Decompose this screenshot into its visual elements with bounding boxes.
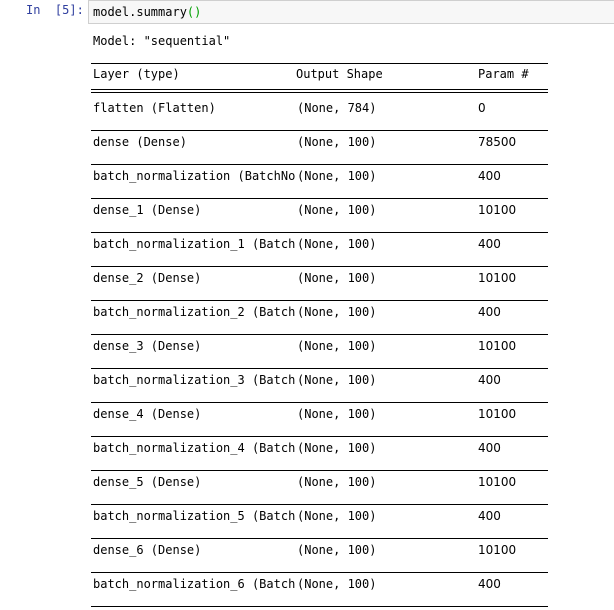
table-row xyxy=(93,169,548,185)
header-output-shape: Output Shape xyxy=(296,67,383,81)
layer-name: batch_normalization_6 (Batch xyxy=(93,577,296,591)
layer-name: dense_2 (Dense) xyxy=(93,271,202,285)
param-count: 400 xyxy=(478,509,501,523)
output-shape: (None, 100) xyxy=(297,135,377,149)
param-count: 10100 xyxy=(478,271,517,285)
row-divider xyxy=(91,538,548,539)
output-shape: (None, 100) xyxy=(297,271,377,285)
param-count: 10100 xyxy=(478,543,517,557)
row-divider xyxy=(91,334,548,335)
table-row xyxy=(93,305,548,321)
row-divider xyxy=(91,470,548,471)
code-line[interactable] xyxy=(93,5,201,19)
row-divider xyxy=(91,504,548,505)
table-row xyxy=(93,543,548,559)
input-prompt: In [5]: xyxy=(26,3,84,17)
output-shape: (None, 100) xyxy=(297,509,377,523)
output-shape: (None, 100) xyxy=(297,407,377,421)
row-divider xyxy=(91,436,548,437)
param-count: 400 xyxy=(478,373,501,387)
table-row xyxy=(93,203,548,219)
row-divider xyxy=(91,402,548,403)
code-input-cell[interactable] xyxy=(88,0,614,24)
table-row xyxy=(93,339,548,355)
layer-name: batch_normalization_1 (Batch xyxy=(93,237,296,251)
table-row xyxy=(93,271,548,287)
output-shape: (None, 100) xyxy=(297,305,377,319)
output-shape: (None, 100) xyxy=(297,475,377,489)
param-count: 400 xyxy=(478,577,501,591)
output-shape: (None, 784) xyxy=(297,101,377,115)
layer-name: batch_normalization_5 (Batch xyxy=(93,509,296,523)
layer-name: dense_5 (Dense) xyxy=(93,475,202,489)
param-count: 10100 xyxy=(478,339,517,353)
table-row xyxy=(93,441,548,457)
row-divider xyxy=(91,572,548,573)
model-name-label: Model: "sequential" xyxy=(93,34,231,48)
output-shape: (None, 100) xyxy=(297,373,377,387)
param-count: 0 xyxy=(478,101,486,115)
row-divider xyxy=(91,198,548,199)
layer-name: flatten (Flatten) xyxy=(93,101,216,115)
output-shape: (None, 100) xyxy=(297,169,377,183)
layer-name: dense (Dense) xyxy=(93,135,187,149)
table-row xyxy=(93,577,548,593)
row-divider xyxy=(91,266,548,267)
param-count: 78500 xyxy=(478,135,517,149)
row-divider xyxy=(91,300,548,301)
layer-name: dense_6 (Dense) xyxy=(93,543,202,557)
row-divider xyxy=(91,164,548,165)
row-divider xyxy=(91,232,548,233)
table-row xyxy=(93,475,548,491)
output-shape: (None, 100) xyxy=(297,203,377,217)
param-count: 10100 xyxy=(478,407,517,421)
output-shape: (None, 100) xyxy=(297,543,377,557)
param-count: 400 xyxy=(478,237,501,251)
param-count: 10100 xyxy=(478,475,517,489)
layer-name: batch_normalization_2 (Batch xyxy=(93,305,296,319)
layer-name: dense_4 (Dense) xyxy=(93,407,202,421)
table-row xyxy=(93,373,548,389)
output-shape: (None, 100) xyxy=(297,577,377,591)
param-count: 10100 xyxy=(478,203,517,217)
output-shape: (None, 100) xyxy=(297,339,377,353)
summary-header-rule xyxy=(91,89,548,93)
param-count: 400 xyxy=(478,169,501,183)
table-row xyxy=(93,407,548,423)
row-divider xyxy=(91,606,548,607)
layer-name: batch_normalization_3 (Batch xyxy=(93,373,296,387)
header-param: Param # xyxy=(478,67,529,81)
row-divider xyxy=(91,368,548,369)
output-shape: (None, 100) xyxy=(297,237,377,251)
row-divider xyxy=(91,130,548,131)
summary-top-rule xyxy=(91,63,548,64)
table-row xyxy=(93,237,548,253)
layer-name: dense_1 (Dense) xyxy=(93,203,202,217)
output-shape: (None, 100) xyxy=(297,441,377,455)
layer-name: dense_3 (Dense) xyxy=(93,339,202,353)
layer-name: batch_normalization (BatchNo xyxy=(93,169,296,183)
header-layer: Layer (type) xyxy=(93,67,180,81)
table-row xyxy=(93,101,548,117)
layer-name: batch_normalization_4 (Batch xyxy=(93,441,296,455)
summary-header-row xyxy=(93,67,548,83)
param-count: 400 xyxy=(478,441,501,455)
code-paren: () xyxy=(186,5,202,19)
table-row xyxy=(93,135,548,151)
param-count: 400 xyxy=(478,305,501,319)
code-text: model.summary xyxy=(93,5,187,19)
table-row xyxy=(93,509,548,525)
